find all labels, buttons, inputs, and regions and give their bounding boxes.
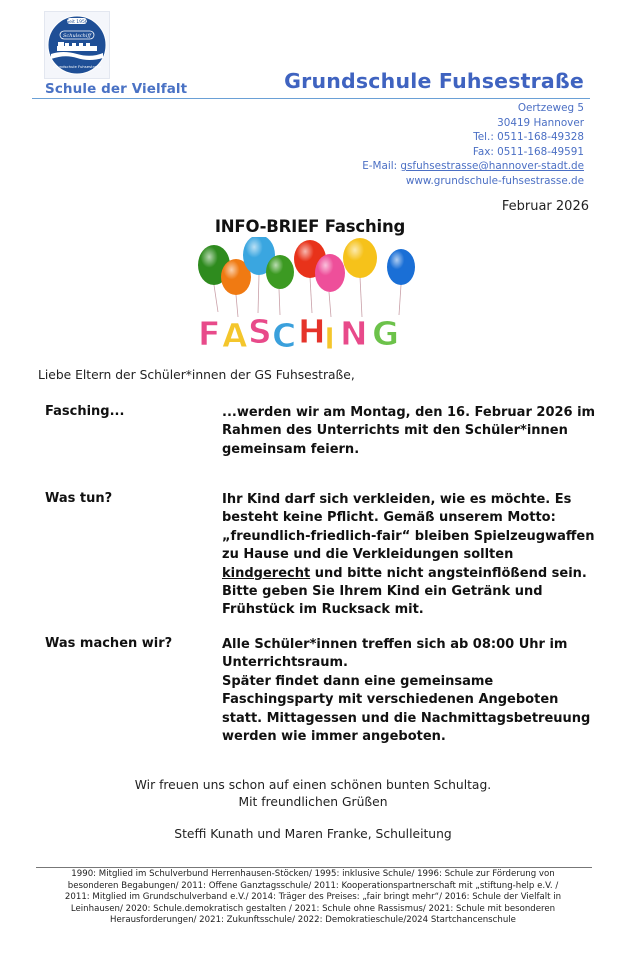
email-label: E-Mail: xyxy=(362,160,401,173)
svg-text:Seit 1956: Seit 1956 xyxy=(66,20,88,25)
section-text xyxy=(222,404,596,459)
text-line: zu Hause und die Verkleidungen sollten xyxy=(222,547,514,563)
footer-line: 1990: Mitglied im Schulverbund Herrenhausen-Stöcken/ 1995: inklusive Schule/ 1996: Schule zur Förderung von xyxy=(71,869,555,879)
footer-line: Herausforderungen/ 2021: Zukunftsschule/ 2022: Demokratieschule/2024 Startchancenschule xyxy=(110,915,516,926)
ship-emblem-icon xyxy=(45,12,109,78)
footer-line: besonderen Begabungen/ 2011: Offene Ganztagsschule/ 2011: Kooperationspartnerschaft mit „stiftung-help e.V. / xyxy=(67,880,559,891)
text-line: besteht keine Pflicht. Gemäß unserem Motto: xyxy=(222,510,556,526)
phone-number: Tel.: 0511-168-49328 xyxy=(473,131,584,144)
text-line: Später findet dann eine gemeinsame xyxy=(222,673,494,689)
text-line: werden wie immer angeboten. xyxy=(222,729,446,745)
greeting: Liebe Eltern der Schüler*innen der GS Fuhsestraße, xyxy=(38,368,355,382)
address-city: 30419 Hannover xyxy=(497,116,584,129)
text-line: „freundlich-friedlich-fair“ bleiben Spielzeugwaffen xyxy=(222,528,595,544)
letter-date: Februar 2026 xyxy=(501,199,589,214)
svg-text:Schulschiff: Schulschiff xyxy=(63,33,91,39)
section-label: Was tun? xyxy=(45,491,113,506)
text-line: Bitte geben Sie Ihrem Kind ein Getränk und xyxy=(222,584,543,600)
contact-block xyxy=(362,101,584,189)
letter-title-row xyxy=(0,217,626,236)
section-label: Fasching... xyxy=(45,404,125,419)
closing-regards: Mit freundlichen Grüßen xyxy=(238,795,388,809)
school-slogan: Schule der Vielfalt xyxy=(45,81,188,97)
school-logo xyxy=(44,11,110,79)
footer-line: 2011: Mitglied im Grundschulverband e.V./ 2014: Träger des Preises: „fair bringt mehr“/ 2016: Schule der Vielfalt in xyxy=(64,892,562,903)
text-line: Alle Schüler*innen treffen sich ab 08:00 Uhr im xyxy=(222,637,568,652)
footer-history xyxy=(30,869,596,927)
text-line: statt. Mittagessen und die Nachmittagsbetreuung xyxy=(222,710,591,726)
school-name: Grundschule Fuhsestraße xyxy=(284,69,584,93)
text-fragment: und bitte nicht angsteinflößend sein. xyxy=(314,565,587,581)
text-line xyxy=(222,565,592,583)
letter-title: INFO-BRIEF Fasching xyxy=(214,217,406,236)
email-link[interactable]: gsfuhsestrasse@hannover-stadt.de xyxy=(400,160,584,173)
fasching-balloons-image xyxy=(192,237,430,352)
header-divider xyxy=(32,98,590,99)
text-line: Unterrichtsraum. xyxy=(222,655,348,671)
footer-divider xyxy=(36,867,592,868)
svg-text:N: N xyxy=(340,314,368,352)
svg-text:C: C xyxy=(272,316,297,352)
text-line: Rahmen des Unterrichts mit den Schüler*innen xyxy=(222,423,568,439)
svg-text:Grundschule Fuhsestraße: Grundschule Fuhsestraße xyxy=(52,64,102,69)
section-text xyxy=(222,491,595,620)
text-line: ...werden wir am Montag, den 16. Februar 2026 im xyxy=(222,405,596,420)
svg-text:H: H xyxy=(298,312,326,351)
website-url[interactable]: www.grundschule-fuhsestrasse.de xyxy=(405,174,584,187)
closing-line: Wir freuen uns schon auf einen schönen bunten Schultag. xyxy=(134,778,492,792)
email-row xyxy=(362,159,584,174)
underlined-word: kindgerecht xyxy=(222,565,311,581)
svg-text:S: S xyxy=(248,312,272,351)
text-line: Ihr Kind darf sich verkleiden, wie es möchte. Es xyxy=(222,492,572,507)
text-line: Frühstück im Rucksack mit. xyxy=(222,602,424,618)
svg-text:I: I xyxy=(324,322,336,352)
fax-number: Fax: 0511-168-49591 xyxy=(472,145,584,158)
footer-line: Leinhausen/ 2020: Schule.demokratisch gestalten / 2021: Schule ohne Rassismus/ 2021: Schule mit besonderen xyxy=(70,903,556,914)
address-street: Oertzeweg 5 xyxy=(517,102,584,114)
text-line: gemeinsam feiern. xyxy=(222,441,360,457)
balloons-illustration-icon xyxy=(192,237,430,352)
svg-text:A: A xyxy=(222,316,248,352)
svg-text:G: G xyxy=(372,314,400,352)
section-label: Was machen wir? xyxy=(45,636,173,651)
svg-text:F: F xyxy=(198,314,221,352)
section-text xyxy=(222,636,592,746)
signature: Steffi Kunath und Maren Franke, Schulleitung xyxy=(174,827,452,841)
text-line: Faschingsparty mit verschiedenen Angeboten xyxy=(222,692,559,708)
